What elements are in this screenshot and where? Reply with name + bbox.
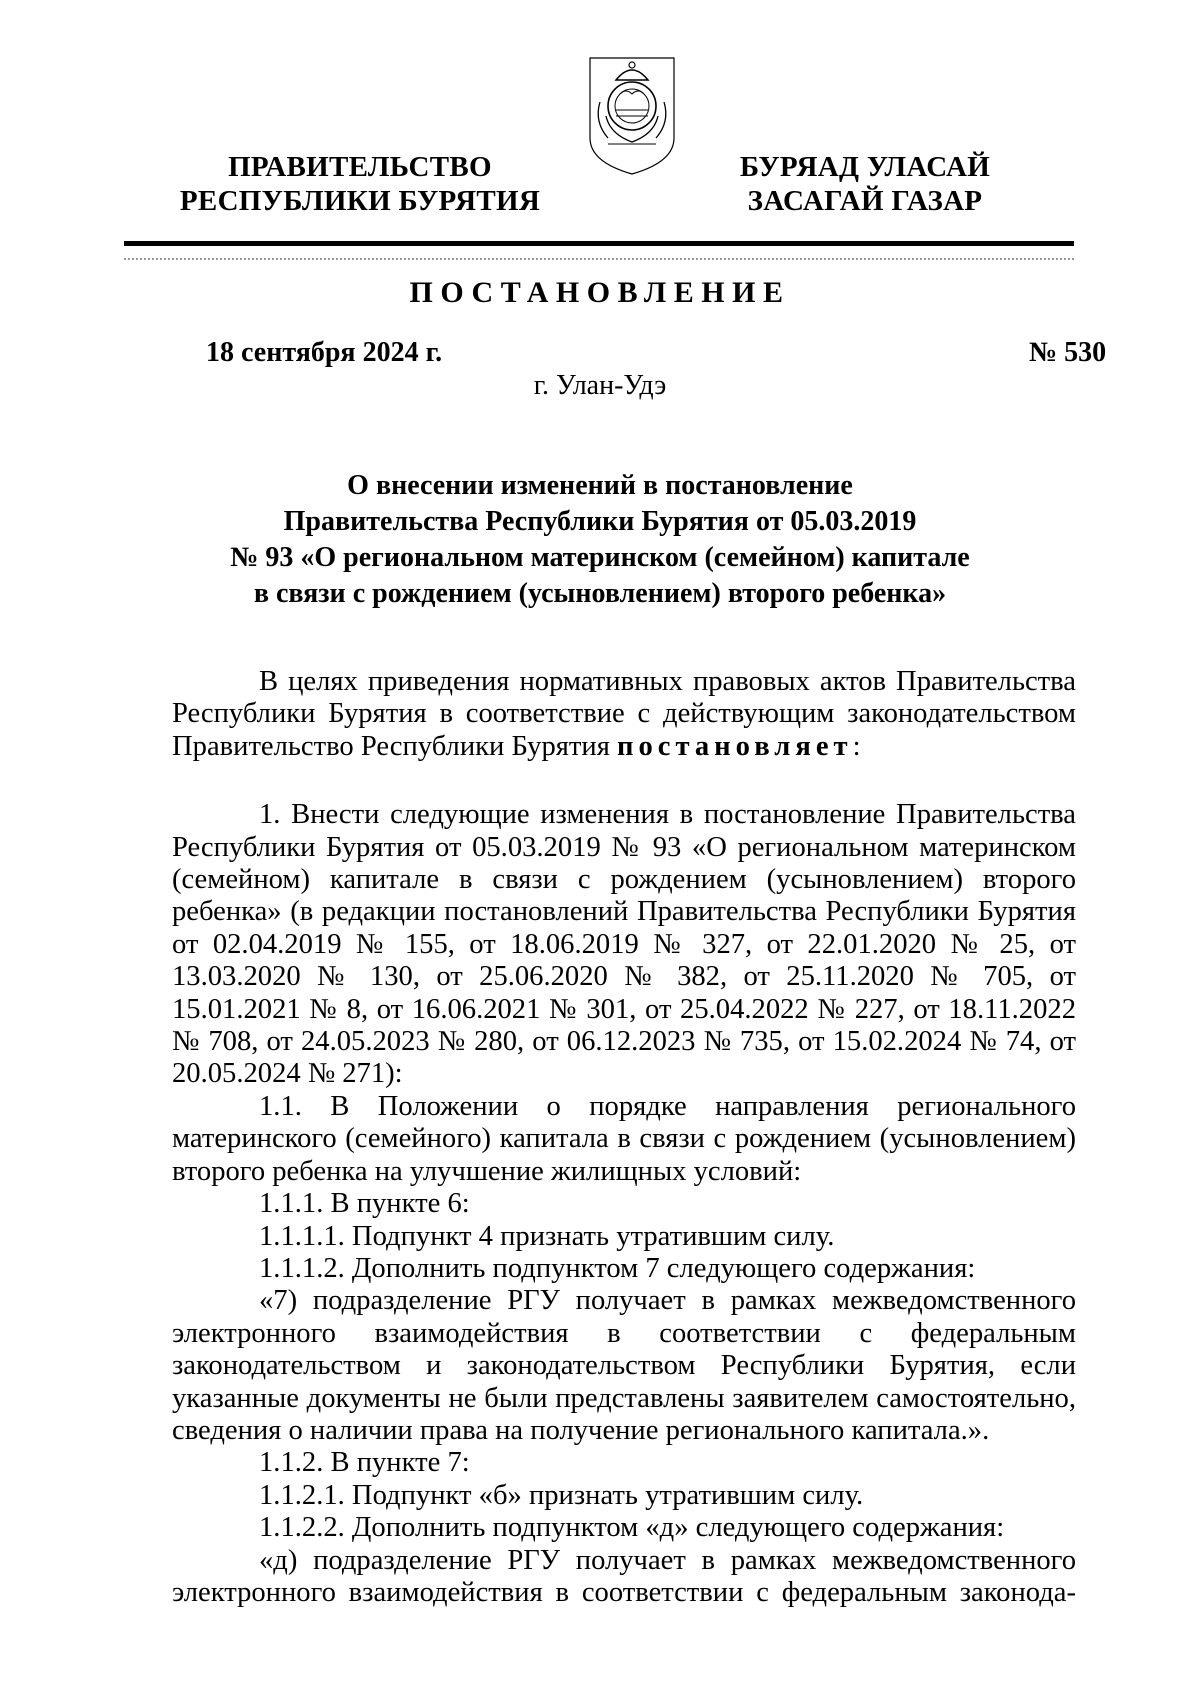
body-paragraph: 1.1.1.1. Подпункт 4 признать утратившим силу. xyxy=(259,1220,835,1252)
subject-line: Правительства Республики Бурятия от 05.03.2019 xyxy=(283,506,917,537)
subject-line: О внесении изменений в постановление xyxy=(347,470,853,501)
document-city: г. Улан-Удэ xyxy=(533,370,667,401)
issuer-name-russian-line1: ПРАВИТЕЛЬСТВО xyxy=(228,151,492,183)
preamble-verb: постановляет xyxy=(617,730,853,762)
document-subject xyxy=(200,468,1000,612)
document-date: 18 сентября 2024 г. xyxy=(206,337,443,368)
preamble-paragraph xyxy=(172,666,1076,763)
coat-of-arms-of-buryatia-icon xyxy=(586,50,678,178)
header-divider-thin xyxy=(124,258,1074,260)
body-paragraph: 1.1.1. В пункте 6: xyxy=(259,1188,470,1220)
body-paragraph: 1.1.2.1. Подпункт «б» признать утратившим силу. xyxy=(259,1479,864,1511)
document-body xyxy=(172,666,1076,1609)
preamble-end: : xyxy=(852,730,861,762)
subject-line: № 93 «О региональном материнском (семейном) капитале xyxy=(230,542,970,573)
issuer-name-buryat-line1: БУРЯАД УЛАСАЙ xyxy=(739,151,991,183)
preamble-text: В целях приведения нормативных правовых актов Правительства Республики Бурятия в соответствие с действующим законодательством Правительство Республики Бурятия xyxy=(172,666,1076,762)
issuer-name-buryat-line2: ЗАСАГАЙ ГАЗАР xyxy=(747,185,983,217)
body-paragraph: 1.1.2. В пункте 7: xyxy=(259,1447,470,1479)
body-paragraph: 1.1.1.2. Дополнить подпунктом 7 следующего содержания: xyxy=(259,1252,976,1284)
body-paragraph: «д) подразделение РГУ получает в рамках межведомственного электронного взаимодействия в соответствии с федеральным законода- xyxy=(172,1544,1076,1608)
document-type: ПОСТАНОВЛЕНИЕ xyxy=(409,276,791,309)
body-paragraph: 1.1. В Положении о порядке направления регионального материнского (семейного) капитала в связи с рождением (усыновлением) второго ребенка на улучшение жилищных условий: xyxy=(172,1090,1076,1187)
header-divider-thick xyxy=(124,241,1074,246)
issuer-name-russian xyxy=(150,150,570,218)
issuer-name-russian-line2: РЕСПУБЛИКИ БУРЯТИЯ xyxy=(179,185,541,217)
body-paragraph: 1.1.2.2. Дополнить подпунктом «д» следующего содержания: xyxy=(259,1512,1005,1544)
body-paragraph: «7) подразделение РГУ получает в рамках межведомственного электронного взаимодействия в соответствии с федеральным законодательством и законодательством Республики Бурятия, если указанные документы не были представлены заявителем самостоятельно, сведения о наличии права на получение регионального капитала.». xyxy=(172,1285,1076,1446)
body-paragraph: 1. Внести следующие изменения в постановление Правительства Республики Бурятия от 05.03.2019 № 93 «О региональном материнском (семейном) капитале в связи с рождением (усыновлением) второго ребенка» (в редакции постановлений Правительства Республики Бурятия от 02.04.2019 № 155, от 18.06.2019 № 327, от 22.01.2020 № 25, от 13.03.2020 № 130, от 25.06.2020 № 382, от 25.11.2020 № 705, от 15.01.2021 № 8, от 16.06.2021 № 301, от 25.04.2022 № 227, от 18.11.2022 № 708, от 24.05.2023 № 280, от 06.12.2023 № 735, от 15.02.2024 № 74, от 20.05.2024 № 271): xyxy=(172,799,1076,1090)
issuer-name-buryat xyxy=(690,150,1040,218)
document-number: № 530 xyxy=(1029,337,1107,368)
subject-line: в связи с рождением (усыновлением) второго ребенка» xyxy=(253,578,947,609)
